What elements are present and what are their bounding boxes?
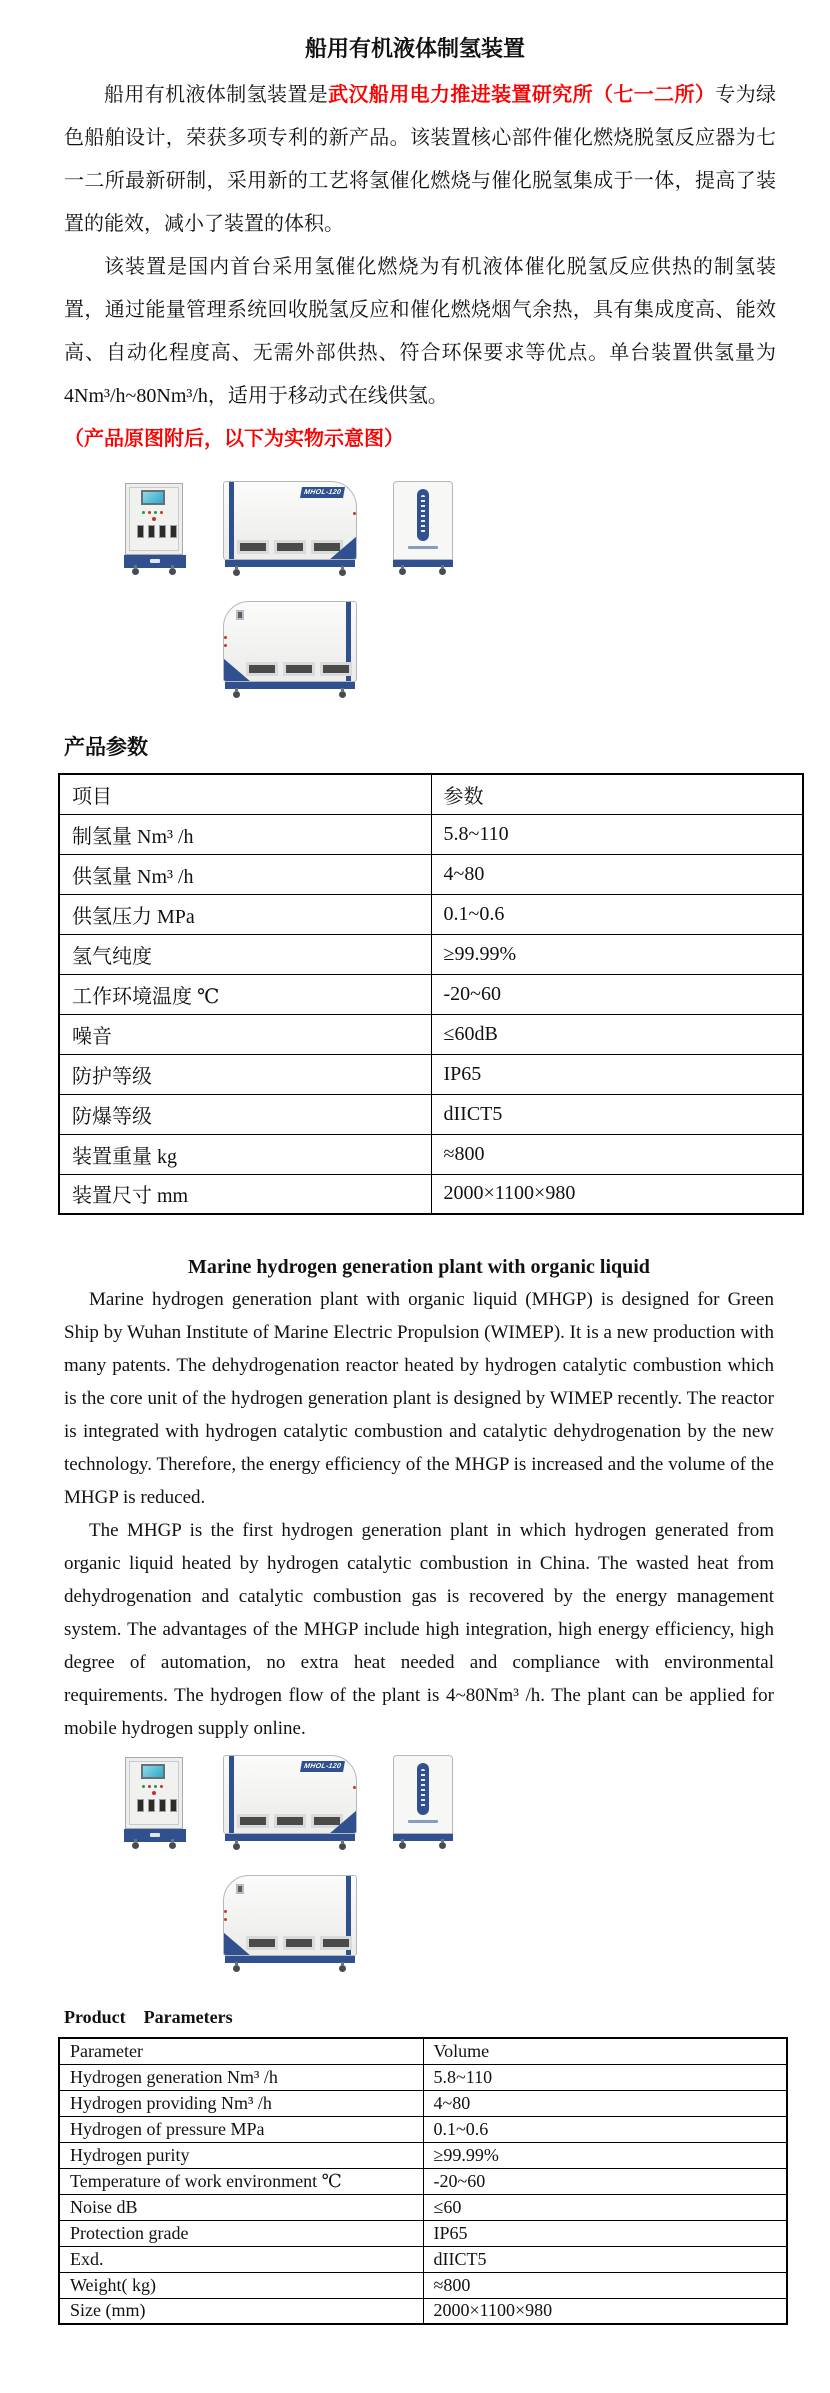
- indicator-lights: [142, 1785, 163, 1788]
- table-row: [59, 1054, 803, 1094]
- table-row: [59, 2064, 787, 2090]
- blue-accent-stripe: [229, 482, 234, 559]
- caster-wheel: [439, 1842, 446, 1849]
- vent-grille: [237, 540, 269, 554]
- table-row: [59, 2194, 787, 2220]
- side-cabinet-body: [393, 1755, 453, 1834]
- table-cell: ≤60: [423, 2194, 787, 2220]
- product-illustration-block-1: [0, 479, 830, 701]
- indicator-dot: [224, 644, 227, 647]
- product-illustration: [0, 1753, 830, 1975]
- caster-wheel: [339, 1843, 346, 1850]
- table-cell: 工作环境温度 ℃: [59, 974, 431, 1014]
- table-row: [59, 1134, 803, 1174]
- cabinet-body: [125, 483, 183, 555]
- english-title: Marine hydrogen generation plant with organic liquid: [188, 1256, 650, 1278]
- bottom-unit-body: [223, 1875, 357, 1956]
- intro-text: 专为绿色船舶设计，荣获多项专利的新产品。该装置核心部件催化燃烧脱氢反应器为七一二所最新研制，采用新的工艺将氢催化燃烧与催化脱氢集成于一体，提高了装置的能效，减小了装置的体积。: [64, 84, 776, 235]
- caster-wheel: [169, 568, 176, 575]
- product-image-side-cabinet: [393, 1755, 453, 1849]
- bottom-unit-base: [225, 1956, 355, 1963]
- table-cell: dIICT5: [423, 2246, 787, 2272]
- table-row: [59, 2220, 787, 2246]
- table-cell: 2000×1100×980: [423, 2298, 787, 2324]
- table-row: [59, 974, 803, 1014]
- en-parameters-table: [58, 2037, 788, 2325]
- table-header-row: [59, 774, 803, 814]
- table-cell: -20~60: [431, 974, 803, 1014]
- table-cell: IP65: [423, 2220, 787, 2246]
- blue-accent-stripe: [229, 1756, 234, 1833]
- table-cell: 4~80: [431, 854, 803, 894]
- table-row: [59, 2116, 787, 2142]
- zh-parameters-heading: 产品参数: [64, 735, 148, 759]
- product-illustration-block-2: [0, 1753, 830, 1975]
- emergency-button: [152, 517, 156, 521]
- main-unit-base: [225, 560, 355, 567]
- caster-wheel: [132, 1842, 139, 1849]
- document-title: 船用有机液体制氢装置: [304, 36, 525, 61]
- emergency-button: [152, 1791, 156, 1795]
- english-description-section: [64, 1283, 774, 1745]
- caster-wheel: [339, 569, 346, 576]
- table-cell: ≈800: [423, 2272, 787, 2298]
- brand-logo-mark: [408, 1820, 438, 1823]
- table-cell: 装置尺寸 mm: [59, 1174, 431, 1214]
- product-image-control-cabinet: [125, 483, 185, 575]
- table-cell: 0.1~0.6: [431, 894, 803, 934]
- table-cell: Parameter: [59, 2038, 423, 2064]
- vertical-label-strip: [417, 1763, 429, 1815]
- vent-grille: [237, 1814, 269, 1828]
- product-image-control-cabinet: [125, 1757, 185, 1849]
- table-row: [59, 2168, 787, 2194]
- table-row: [59, 854, 803, 894]
- en-parameters-heading: Product Parameters: [64, 2007, 233, 2027]
- hmi-screen: [141, 490, 165, 505]
- brand-logo-mark: [408, 546, 438, 549]
- table-cell: ≤60dB: [431, 1014, 803, 1054]
- table-row: [59, 2090, 787, 2116]
- brand-logo-mark: [150, 1833, 160, 1837]
- vent-grille: [283, 1936, 315, 1950]
- caster-wheel: [339, 691, 346, 698]
- table-cell: Hydrogen purity: [59, 2142, 423, 2168]
- table-cell: IP65: [431, 1054, 803, 1094]
- vent-grille: [320, 662, 352, 676]
- table-row: [59, 1014, 803, 1054]
- table-cell: 5.8~110: [423, 2064, 787, 2090]
- blue-corner-accent: [223, 658, 251, 682]
- table-cell: Volume: [423, 2038, 787, 2064]
- caster-wheel: [399, 568, 406, 575]
- caster-wheel: [233, 1843, 240, 1850]
- caster-wheel: [169, 1842, 176, 1849]
- indicator-dot: [224, 636, 227, 639]
- table-cell: 2000×1100×980: [431, 1174, 803, 1214]
- table-cell: ≈800: [431, 1134, 803, 1174]
- table-row: [59, 1094, 803, 1134]
- vent-grille: [274, 540, 306, 554]
- table-cell: 氢气纯度: [59, 934, 431, 974]
- brand-logo-mark: [150, 559, 160, 563]
- hmi-screen: [141, 1764, 165, 1779]
- table-cell: 0.1~0.6: [423, 2116, 787, 2142]
- bottom-unit-base: [225, 682, 355, 689]
- blue-corner-accent: [329, 1810, 357, 1834]
- table-cell: 供氢压力 MPa: [59, 894, 431, 934]
- table-cell: ≥99.99%: [423, 2142, 787, 2168]
- main-unit-body: [223, 1755, 357, 1834]
- table-cell: 项目: [59, 774, 431, 814]
- table-row: [59, 894, 803, 934]
- intro-paragraph: [64, 74, 776, 246]
- indicator-dot: [353, 1786, 356, 1789]
- caster-wheel: [399, 1842, 406, 1849]
- highlighted-institute-name: 武汉船用电力推进装置研究所（七一二所）: [328, 84, 716, 106]
- caster-wheel: [233, 569, 240, 576]
- table-cell: 噪音: [59, 1014, 431, 1054]
- product-image-bottom-unit: [223, 601, 357, 701]
- table-cell: 供氢量 Nm³ /h: [59, 854, 431, 894]
- red-disclaimer-note: （产品原图附后，以下为实物示意图）: [64, 428, 404, 450]
- features-paragraph: 该装置是国内首台采用氢催化燃烧为有机液体催化脱氢反应供热的制氢装置，通过能量管理系统回收脱氢反应和催化燃烧烟气余热，具有集成度高、能效高、自动化程度高、无需外部供热、符合环保要求等优点。单台装置供氢量为4Nm³/h~80Nm³/h，适用于移动式在线供氢。: [64, 256, 776, 407]
- model-label: MHOL-120: [300, 1761, 345, 1772]
- chinese-description-section: [64, 74, 776, 418]
- english-paragraph-2: The MHGP is the first hydrogen generation plant in which hydrogen generated from organic liquid heated by hydrogen catalytic combustion in China. The wasted heat from dehydrogenation and catalytic combustion gas is recovered by the energy management system. The advantages of the MHGP include high integration, high energy efficiency, high degree of automation, no extra heat needed and compliance with environmental requirements. The hydrogen flow of the plant is 4~80Nm³ /h. The plant can be applied for mobile hydrogen supply online.: [64, 1520, 774, 1739]
- main-unit-body: [223, 481, 357, 560]
- indicator-dot: [224, 1910, 227, 1913]
- table-row: [59, 2272, 787, 2298]
- table-cell: Exd.: [59, 2246, 423, 2272]
- cabinet-body: [125, 1757, 183, 1829]
- product-image-bottom-unit: [223, 1875, 357, 1975]
- table-cell: -20~60: [423, 2168, 787, 2194]
- table-cell: 5.8~110: [431, 814, 803, 854]
- model-label: MHOL-120: [300, 487, 345, 498]
- blue-corner-accent: [223, 1932, 251, 1956]
- table-cell: Weight( kg): [59, 2272, 423, 2298]
- caster-wheel: [439, 568, 446, 575]
- table-row: [59, 2142, 787, 2168]
- breaker-switches: [137, 1799, 177, 1812]
- table-header-row: [59, 2038, 787, 2064]
- bottom-unit-body: [223, 601, 357, 682]
- table-cell: 4~80: [423, 2090, 787, 2116]
- indicator-dot: [353, 512, 356, 515]
- indicator-dot: [224, 1918, 227, 1921]
- zh-parameters-table: [58, 773, 804, 1215]
- vent-grille: [283, 662, 315, 676]
- blue-corner-accent: [329, 536, 357, 560]
- table-cell: 装置重量 kg: [59, 1134, 431, 1174]
- intro-text: 船用有机液体制氢装置是: [104, 84, 329, 106]
- table-row: [59, 2246, 787, 2272]
- product-image-main-unit: [223, 481, 357, 577]
- small-access-plate: [236, 1884, 244, 1894]
- table-cell: 防爆等级: [59, 1094, 431, 1134]
- main-unit-base: [225, 1834, 355, 1841]
- table-cell: Temperature of work environment ℃: [59, 2168, 423, 2194]
- english-paragraph-1: Marine hydrogen generation plant with organic liquid (MHGP) is designed for Green Ship by Wuhan Institute of Marine Electric Propulsion (WIMEP). It is a new production with many patents. The dehydrogenation reactor heated by hydrogen catalytic combustion which is the core unit of the hydrogen generation plant is designed by WIMEP recently. The reactor is integrated with hydrogen catalytic combustion and catalytic dehydrogenation by the new technology. Therefore, the energy efficiency of the MHGP is increased and the volume of the MHGP is reduced.: [64, 1289, 774, 1508]
- side-cabinet-body: [393, 481, 453, 560]
- vertical-label-strip: [417, 489, 429, 541]
- table-cell: Hydrogen providing Nm³ /h: [59, 2090, 423, 2116]
- indicator-lights: [142, 511, 163, 514]
- table-row: [59, 934, 803, 974]
- table-cell: dIICT5: [431, 1094, 803, 1134]
- table-cell: Noise dB: [59, 2194, 423, 2220]
- product-image-main-unit: [223, 1755, 357, 1851]
- product-illustration: [0, 479, 830, 701]
- small-access-plate: [236, 610, 244, 620]
- vent-grille: [320, 1936, 352, 1950]
- caster-wheel: [233, 691, 240, 698]
- table-cell: 制氢量 Nm³ /h: [59, 814, 431, 854]
- breaker-switches: [137, 525, 177, 538]
- table-cell: Hydrogen of pressure MPa: [59, 2116, 423, 2142]
- table-cell: Size (mm): [59, 2298, 423, 2324]
- caster-wheel: [233, 1965, 240, 1972]
- table-row: [59, 814, 803, 854]
- product-image-side-cabinet: [393, 481, 453, 575]
- table-cell: 防护等级: [59, 1054, 431, 1094]
- caster-wheel: [132, 568, 139, 575]
- table-cell: 参数: [431, 774, 803, 814]
- table-row: [59, 1174, 803, 1214]
- table-row: [59, 2298, 787, 2324]
- vent-grille: [274, 1814, 306, 1828]
- table-cell: Hydrogen generation Nm³ /h: [59, 2064, 423, 2090]
- table-cell: Protection grade: [59, 2220, 423, 2246]
- table-cell: ≥99.99%: [431, 934, 803, 974]
- caster-wheel: [339, 1965, 346, 1972]
